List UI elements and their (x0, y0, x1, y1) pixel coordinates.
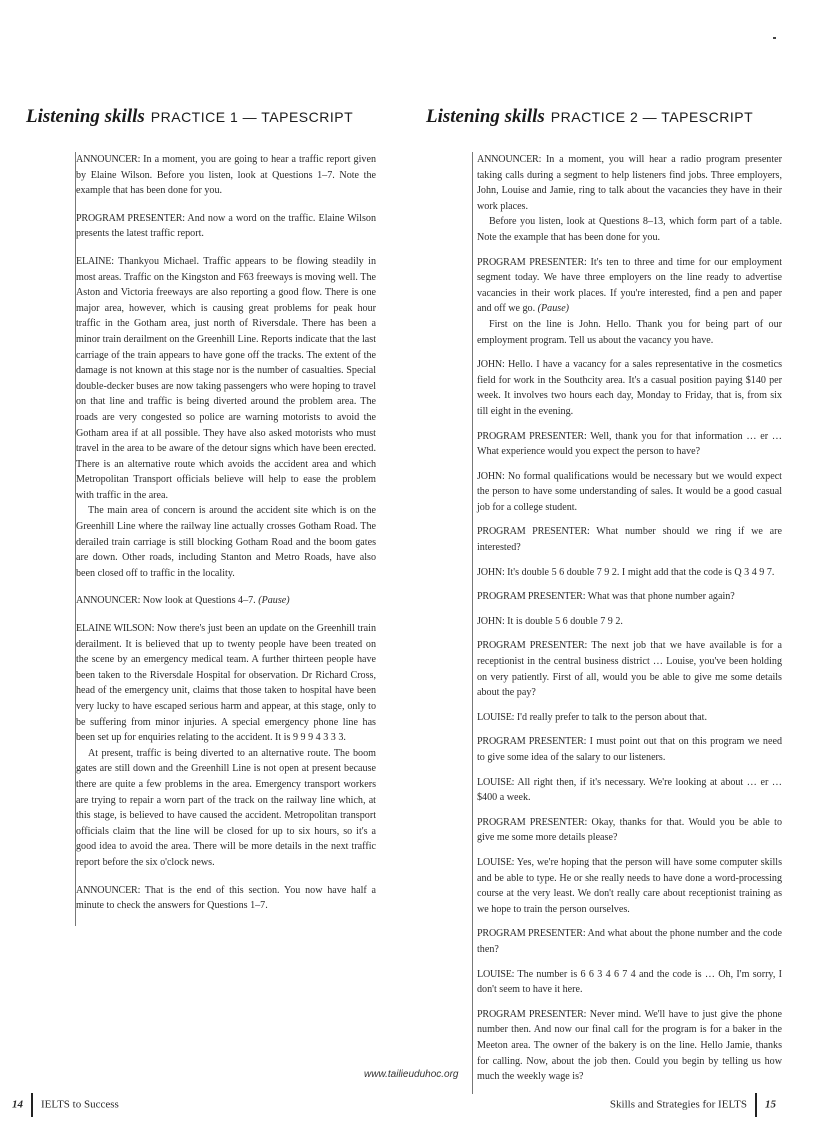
section-header-practice-1 (26, 106, 353, 128)
section-header-practice-2 (426, 106, 753, 128)
speaker-label: JOHN: (477, 566, 505, 578)
script-paragraph (477, 524, 782, 555)
speaker-label: LOUISE: (477, 711, 515, 723)
script-text: I'd really prefer to talk to the person about that. (514, 711, 707, 723)
script-text: Never mind. We'll have to just give the phone number then. And now our final call for the program is for a baker in the Meeton area. The owner of the bakery is on the line. Hello Jamie, thanks for calling. Now, about the job then. Could you begin by telling us how much the weekly wage is? (477, 1008, 783, 1083)
footer-divider (31, 1093, 33, 1117)
speaker-label: PROGRAM PRESENTER: (477, 526, 590, 538)
script-paragraph (477, 926, 782, 957)
script-paragraph (76, 621, 376, 746)
script-paragraph (76, 503, 376, 581)
script-text: The number is 6 6 3 4 6 7 4 and the code is … Oh, I'm sorry, I don't seem to have it here. (477, 968, 782, 996)
script-text: In a moment, you will hear a radio program presenter taking calls during a segment to help listeners find jobs. Three employers, John, Louise and Jamie, ring to talk about the vacancies they have in their work places. (477, 154, 782, 212)
speaker-label: PROGRAM PRESENTER: (477, 816, 588, 828)
script-paragraph (477, 589, 782, 605)
speaker-label: ANNOUNCER: (76, 884, 141, 896)
header-skills-label: Listening skills (426, 106, 545, 127)
script-paragraph (477, 710, 782, 726)
footer-right (610, 1093, 776, 1117)
speaker-label: LOUISE: (477, 968, 515, 980)
script-paragraph (477, 614, 782, 630)
page-number: 15 (765, 1098, 776, 1111)
script-paragraph (76, 593, 376, 609)
speaker-label: PROGRAM PRESENTER: (76, 212, 185, 224)
header-practice-label: PRACTICE 2 — TAPESCRIPT (550, 109, 754, 125)
script-text: Yes, we're hoping that the person will have some computer skills and be able to type. He or she really needs to have done a word-processing course at the very least. We don't really care about receptionist training as we hope to train the person ourselves. (477, 856, 782, 915)
speaker-label: PROGRAM PRESENTER: (477, 1008, 587, 1020)
footer-divider (755, 1093, 757, 1117)
script-paragraph (477, 855, 782, 917)
speaker-label: PROGRAM PRESENTER: (477, 928, 586, 940)
script-text: Okay, thanks for that. Would you be able to give me some more details please? (477, 816, 782, 844)
script-text: Hello. I have a vacancy for a sales representative in the cosmetics field for work in the Southcity area. It's a casual position paying $140 per week. It involves two hours each day, Monday to Friday, that is, from six till eight in the evening. (477, 359, 782, 417)
speaker-label: JOHN: (477, 470, 505, 482)
script-text: That is the end of this section. You now have half a minute to check the answers for Questions 1–7. (76, 884, 376, 912)
script-paragraph (76, 746, 376, 871)
script-text: The next job that we have available is for a receptionist in the central business district … Louise, you've been holding on very patiently. First of all, would you be able to give me some details about the pay? (477, 640, 782, 699)
margin-mark (773, 37, 776, 39)
script-text: All right then, if it's necessary. We're looking at about … er … $400 a week. (477, 776, 782, 804)
speaker-label: ELAINE WILSON: (76, 623, 155, 635)
script-paragraph (477, 734, 782, 765)
script-text: The main area of concern is around the accident site which is on the Greenhill Line where the railway line actually crosses Gotham Road. The derailed train carriage is still blocking Gotham Road and the boom gates are down. Other roads, including Stanton and Metro Roads, have also been closed off to traffic in the locality. (76, 505, 376, 579)
pause-cue: (Pause) (258, 595, 290, 607)
script-text: No formal qualifications would be necessary but we would expect the person to have some understanding of sales. It would be a good casual job for a college student. (477, 470, 782, 513)
script-text: And what about the phone number and the code then? (477, 928, 783, 955)
pause-cue: (Pause) (537, 303, 570, 315)
script-text: I must point out that on this program we need to give some idea of the salary to our listeners. (477, 736, 782, 763)
speaker-label: ANNOUNCER: (477, 154, 542, 165)
script-text: What number should we ring if we are interested? (477, 526, 782, 554)
script-paragraph (477, 638, 782, 700)
script-paragraph (477, 152, 782, 246)
script-paragraph (477, 429, 782, 460)
script-paragraph (477, 255, 782, 349)
script-text: It's ten to three and time for our employment segment today. We have three employers on the line ready to advertise vacancies in their work places. If you're interested, find a pen and paper and off we go. (477, 256, 782, 315)
script-text: In a moment, you are going to hear a traffic report given by Elaine Wilson. Before you listen, look at Questions 1–7. Note the example that has been done for you. (76, 154, 376, 197)
speaker-label: PROGRAM PRESENTER: (477, 430, 587, 442)
speaker-label: PROGRAM PRESENTER: (477, 640, 588, 652)
watermark-url: www.tailieuduhoc.org (364, 1069, 459, 1080)
header-practice-label: PRACTICE 1 — TAPESCRIPT (150, 109, 354, 125)
page-number: 14 (12, 1098, 23, 1111)
script-paragraph (76, 211, 376, 242)
script-text: It's double 5 6 double 7 9 2. I might add that the code is Q 3 4 9 7. (504, 566, 775, 578)
script-paragraph (477, 967, 782, 998)
speaker-label: ANNOUNCER: (76, 595, 141, 607)
speaker-label: ANNOUNCER: (76, 154, 141, 165)
script-text: Before you listen, look at Questions 8–13, which form part of a table. Note the example that has been done for you. (477, 216, 782, 243)
speaker-label: LOUISE: (477, 776, 515, 788)
speaker-label: PROGRAM PRESENTER: (477, 591, 586, 603)
script-text: Thankyou Michael. Traffic appears to be flowing steadily in most areas. Traffic on the Kingston and F63 freeways is moving well. The Aston and Victoria freeways are also reporting a good flow. There is one major area, however, which is causing great problems for peak hour traffic in the Gotham area, just north of Riversdale. There has been a minor train derailment on the Greenhill Line. Reports indicate that the last carriage of the train appears to have gone off the tracks. The extent of the damage is not known at this stage nor is the number of casualties. Special double-decker buses are now taking passengers who were hoping to travel on that line and traffic is being diverted around the problem area. The roads are very congested so police are warning motorists to avoid the Gotham area if at all possible. They have also asked motorists who must travel in the area to be aware of the detour signs which have been erected. There is an alternative route which avoids the accident area and which Metropolitan Transport officials believe will help to ease the problem with traffic in the area. (76, 255, 376, 501)
script-paragraph (76, 883, 376, 914)
speaker-label: PROGRAM PRESENTER: (477, 256, 587, 268)
script-paragraph (76, 152, 376, 199)
header-skills-label: Listening skills (26, 106, 145, 127)
tapescript-column-right (472, 152, 782, 1094)
script-text: At present, traffic is being diverted to an alternative route. The boom gates are still down and the Greenhill Line is not open at present because there are quite a few problems in the area. Emergency transport workers are trying to repair a worn part of the track on the railway line which, at this stage, is believed to have caused the accident. Metropolitan transport officials claim that the line will be closed for up to six hours, so it's a good idea to avoid the area. There will be more details in the next traffic report before the six o'clock news. (76, 747, 376, 868)
script-paragraph (477, 565, 782, 581)
script-text: It is double 5 6 double 7 9 2. (504, 615, 623, 627)
speaker-label: PROGRAM PRESENTER: (477, 736, 587, 748)
script-paragraph (477, 357, 782, 419)
speaker-label: JOHN: (477, 359, 505, 371)
script-text: And now a word on the traffic. Elaine Wilson presents the latest traffic report. (76, 212, 376, 240)
script-text: Now look at Questions 4–7. (140, 595, 259, 607)
footer-left (12, 1093, 119, 1117)
speaker-label: LOUISE: (477, 856, 515, 868)
script-text: Now there's just been an update on the Greenhill train derailment. It is believed that up to twenty people have been treated on the scene by an emergency medical team. A further thirteen people have been taken to the Riversdale Hospital for observation. Dr Richard Cross, head of the emergency unit, claims that those taken to hospital have been very lucky to have escaped serious harm and appear, at this stage, only to be suffering from minor injuries. A special emergency phone line has been set up for enquiries relating to the accident. It is 9 9 9 4 3 3 3. (76, 623, 376, 744)
script-text: Well, thank you for that information … er … What experience would you expect the person to have? (477, 430, 783, 458)
tapescript-column-left (75, 152, 376, 926)
script-paragraph (76, 254, 376, 504)
book-subtitle: Skills and Strategies for IELTS (609, 1098, 747, 1111)
speaker-label: JOHN: (477, 615, 505, 627)
script-text: First on the line is John. Hello. Thank you for being part of our employment program. Tell us about the vacancy you have. (477, 318, 782, 346)
book-title: IELTS to Success (41, 1098, 119, 1111)
script-paragraph (477, 469, 782, 516)
script-text: What was that phone number again? (585, 591, 735, 603)
script-paragraph (477, 815, 782, 846)
script-paragraph (477, 1007, 782, 1085)
script-paragraph (477, 775, 782, 806)
speaker-label: ELAINE: (76, 255, 114, 267)
